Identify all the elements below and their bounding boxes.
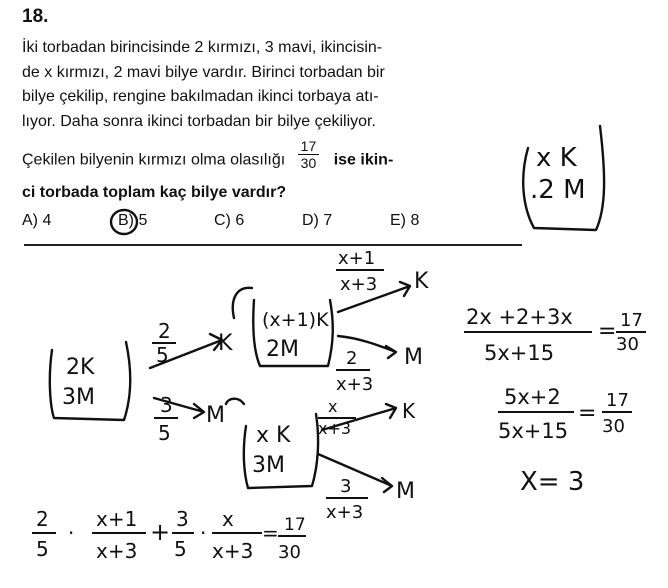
probability-prefix: Çekilen bilyenin kırmızı olma olasılığı [22,151,286,169]
fracAM-m: M [404,345,423,370]
choice-e-value: 8 [410,212,420,229]
fracBM-num: 3 [340,476,352,497]
fracAK-k: K [414,269,429,294]
probability-suffix-a: ise [333,151,361,169]
eq2-rhs-den: 30 [602,416,625,437]
eq1-rhs-num: 17 [620,310,643,331]
beq-f4-den: x+3 [212,539,254,563]
beq-dot1: · [68,521,75,545]
question-line-4: lıyor. Daha sonra ikinci torbadan bir bilye çekiliyor. [22,112,376,130]
result-x: X= 3 [520,467,585,497]
eq1-den: 5x+15 [484,341,555,365]
beq-rhs-num: 17 [284,515,306,535]
fracAK-num: x+1 [338,248,376,269]
probability-suffix-b: ikin- [360,151,394,169]
bag1-line1: 2K [66,355,95,380]
top-bag-line1: x K [536,143,577,173]
p-first-blue-den: 5 [158,421,171,445]
top-bag-line2: .2 M [530,175,586,205]
beq-f3-num: 3 [176,507,189,531]
choice-c-letter: C) [214,212,231,229]
eq2-rhs-num: 17 [606,390,629,411]
p-first-blue-num: 3 [160,393,173,417]
question-line-2: de x kırmızı, 2 mavi bilye vardır. Birinci torbadan bir [22,63,385,81]
choice-d-letter: D) [302,212,319,229]
p-first-red-num: 2 [158,319,171,343]
bagA-line2: 2M [266,337,299,362]
fracAM-den: x+3 [336,374,374,395]
fracBM-den: x+3 [326,502,364,523]
arrow-bagB-m [318,454,392,492]
beq-eq: = [262,521,279,545]
choice-d-value: 7 [323,212,333,229]
node-k: K [218,331,233,356]
probability-numerator: 17 [298,138,320,155]
choice-b-letter: B) [118,212,134,229]
eq2-den: 5x+15 [498,419,569,443]
fracBK-num: x [328,397,338,416]
bag1-line2: 3M [62,385,95,410]
beq-f2-den: x+3 [96,539,138,563]
fracBK-den: x+3 [318,419,352,438]
node-m: M [206,403,225,428]
fracAM-num: 2 [346,348,358,369]
choice-b-value: 5 [138,212,148,229]
answer-circle [111,210,137,234]
eq2-num: 5x+2 [504,385,561,409]
beq-f1-den: 5 [36,537,49,561]
eq2-eq: = [578,401,597,426]
question-last-line: ci torbada toplam kaç bilye vardır? [22,184,287,201]
question-line-3: bilye çekilip, rengine bakılmadan ikinci torbaya atı- [22,88,379,105]
beq-f2-num: x+1 [96,507,138,531]
choice-c-value: 6 [235,212,245,229]
beq-plus: + [150,518,171,546]
eq1-eq: = [598,319,617,344]
beq-f1-num: 2 [36,507,49,531]
eq1-num: 2x +2+3x [466,305,573,329]
eq1-rhs-den: 30 [616,334,639,355]
choice-e-letter: E) [390,212,406,229]
bagA-line1: (x+1)K [262,309,329,331]
bagB-line2: 3M [252,453,285,478]
curve-m-to-bagB [226,399,244,404]
question-line-1: İki torbadan birincisinde 2 kırmızı, 3 mavi, ikincisin- [22,39,383,56]
choice-a-letter: A) [22,212,38,229]
beq-dot2: · [200,521,207,545]
probability-denominator: 30 [300,155,317,171]
fracAK-den: x+3 [340,274,378,295]
beq-f3-den: 5 [174,537,187,561]
choice-a-value: 4 [42,212,52,229]
fracBK-k: K [402,399,416,423]
beq-f4-num: x [222,507,234,531]
p-first-red-den: 5 [156,343,169,367]
fracBM-m: M [396,479,415,504]
bagB-line1: x K [256,423,291,448]
curve-k-to-bagA [233,288,252,318]
beq-rhs-den: 30 [278,542,301,563]
question-number: 18. [22,6,49,27]
